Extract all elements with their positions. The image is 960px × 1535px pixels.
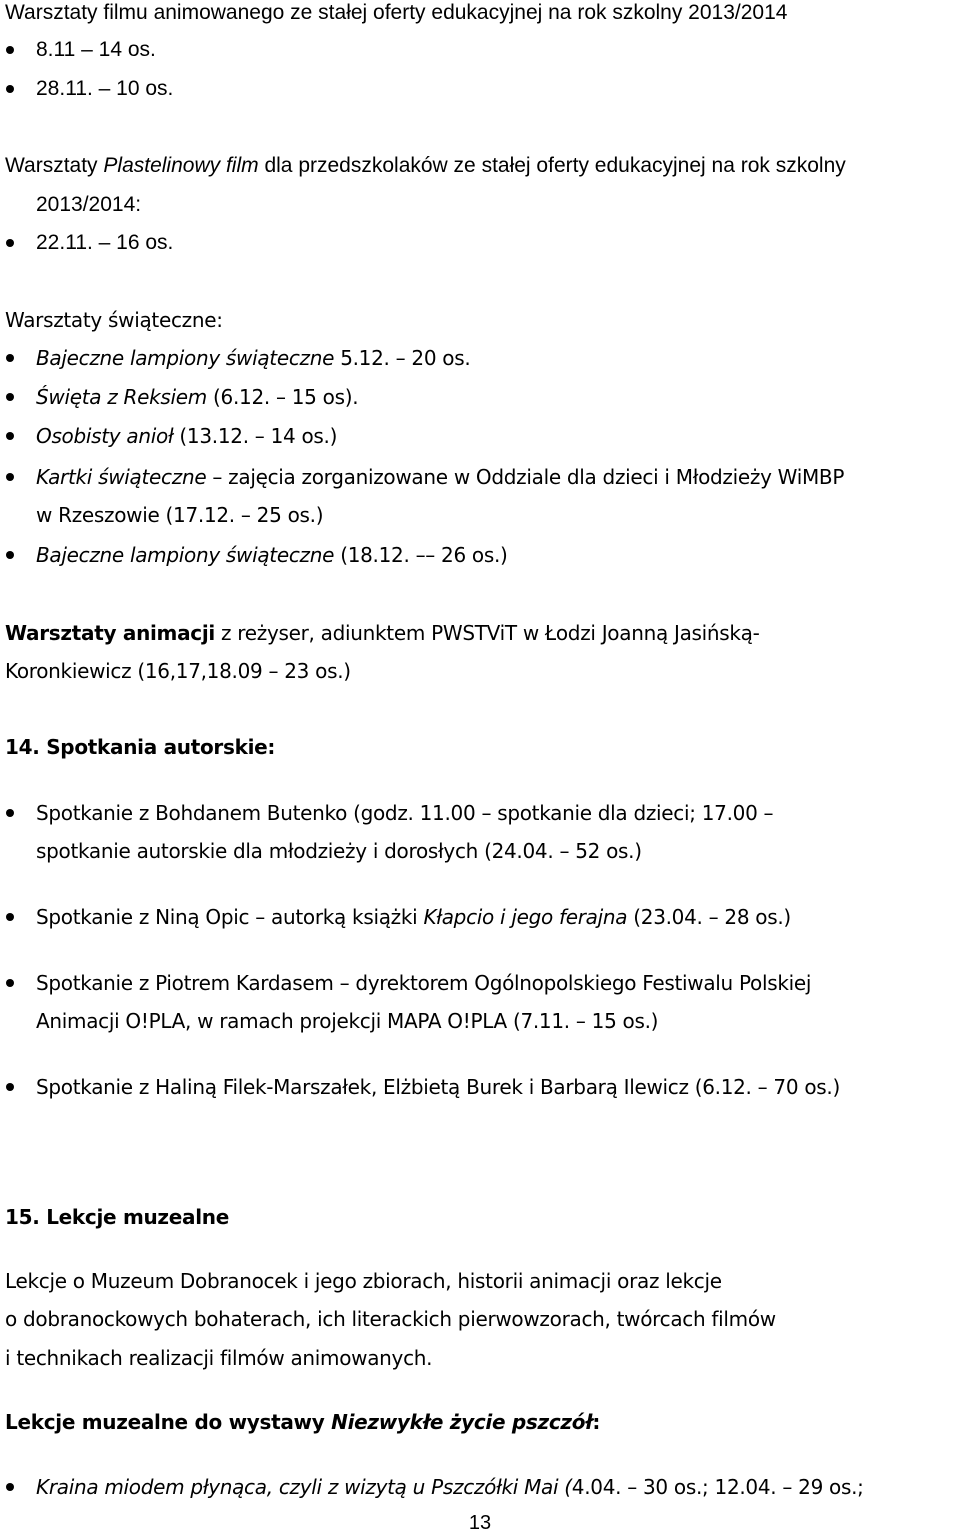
list-item: [36, 76, 173, 102]
item-detail: 5.12. – 20 os.: [334, 346, 471, 370]
list-item: [36, 1474, 864, 1500]
list-item: [36, 37, 156, 63]
bullet-icon: [6, 473, 14, 481]
bullet-icon: [6, 809, 14, 817]
list-item: [36, 1074, 840, 1100]
page-number: 13: [468, 1512, 492, 1534]
list-item: [36, 345, 470, 371]
section-heading: [5, 620, 760, 646]
list-item-cont: Animacji O!PLA, w ramach projekcji MAPA O!PLA (7.11. – 15 os.): [36, 1009, 659, 1033]
bullet-icon: [6, 239, 14, 247]
list-item-text: Spotkanie z Bohdanem Butenko (godz. 11.00 – spotkanie dla dzieci; 17.00 –: [36, 801, 774, 825]
item-detail: (18.12. –– 26 os.): [334, 543, 508, 567]
section-heading: Warsztaty świąteczne:: [5, 308, 223, 332]
bullet-icon: [6, 979, 14, 987]
section-heading: Warsztaty filmu animowanego ze stałej oferty edukacyjnej na rok szkolny 2013/2014: [5, 1, 788, 24]
paragraph-line: o dobranockowych bohaterach, ich literackich pierwowzorach, twórcach filmów: [5, 1307, 776, 1331]
list-item-text: (23.04. – 28 os.): [627, 905, 791, 929]
list-item: [36, 800, 773, 826]
list-item-text: Spotkanie z Haliną Filek-Marszałek, Elżbietą Burek i Barbarą Ilewicz (6.12. – 70 os.): [36, 1075, 840, 1099]
item-detail: – zajęcia zorganizowane w Oddziale dla dzieci i Młodzieży WiMBP: [206, 465, 845, 489]
list-item-text: 22.11. – 16 os.: [36, 231, 174, 254]
bullet-icon: [6, 913, 14, 921]
subheading-text: Lekcje muzealne do wystawy: [5, 1410, 332, 1434]
heading-text: Warsztaty: [5, 154, 104, 177]
paragraph-line: Lekcje o Muzeum Dobranocek i jego zbiorach, historii animacji oraz lekcje: [5, 1269, 722, 1293]
bullet-icon: [6, 1083, 14, 1091]
book-title: Kłapcio i jego ferajna: [423, 905, 628, 929]
bullet-icon: [6, 85, 14, 93]
subheading-text: :: [592, 1410, 601, 1434]
list-item: [36, 464, 844, 490]
item-title: Osobisty anioł: [36, 424, 174, 448]
bullet-icon: [6, 551, 14, 559]
item-title: Bajeczne lampiony świąteczne: [36, 543, 335, 567]
list-item: [36, 230, 173, 256]
list-item: [36, 542, 508, 568]
bullet-icon: [6, 1483, 14, 1491]
list-item-text: Spotkanie z Niną Opic – autorką książki: [36, 905, 424, 929]
list-item-text: Spotkanie z Piotrem Kardasem – dyrektorem Ogólnopolskiego Festiwalu Polskiej: [36, 971, 812, 995]
item-title: Święta z Reksiem: [36, 385, 207, 409]
item-title: Bajeczne lampiony świąteczne: [36, 346, 335, 370]
item-detail: 4.04. – 30 os.; 12.04. – 29 os.;: [571, 1475, 864, 1499]
heading-text: dla przedszkolaków ze stałej oferty edukacyjnej na rok szkolny: [258, 154, 846, 177]
bullet-icon: [6, 354, 14, 362]
section-heading-cont: 2013/2014:: [36, 193, 142, 216]
list-item: [36, 384, 358, 410]
bullet-icon: [6, 46, 14, 54]
heading-italic: Plastelinowy film: [103, 154, 259, 177]
item-detail: (13.12. – 14 os.): [173, 424, 338, 448]
list-item-cont: w Rzeszowie (17.12. – 25 os.): [36, 503, 324, 527]
bullet-icon: [6, 393, 14, 401]
paragraph-line: i technikach realizacji filmów animowanych.: [5, 1346, 433, 1370]
list-item: [36, 423, 337, 449]
list-item-cont: spotkanie autorskie dla młodzieży i dorosłych (24.04. – 52 os.): [36, 839, 642, 863]
heading-text: z reżyser, adiunktem PWSTViT w Łodzi Joanną Jasińską-: [214, 621, 760, 645]
item-title: Kraina miodem płynąca, czyli z wizytą u Pszczółki Mai (: [36, 1475, 572, 1499]
list-item: [36, 904, 791, 930]
section-heading-cont: Koronkiewicz (16,17,18.09 – 23 os.): [5, 659, 351, 683]
subheading-italic: Niezwykłe życie pszczół: [331, 1410, 593, 1434]
bullet-icon: [6, 432, 14, 440]
item-detail: (6.12. – 15 os).: [206, 385, 359, 409]
section-heading: 15. Lekcje muzealne: [5, 1205, 229, 1229]
list-item-text: 8.11 – 14 os.: [36, 38, 156, 61]
list-item-text: 28.11. – 10 os.: [36, 77, 174, 100]
heading-bold: Warsztaty animacji: [5, 621, 215, 645]
subheading: [5, 1409, 600, 1435]
list-item: [36, 970, 811, 996]
item-title: Kartki świąteczne: [36, 465, 207, 489]
section-heading: 14. Spotkania autorskie:: [5, 735, 276, 759]
section-heading: [5, 153, 846, 179]
